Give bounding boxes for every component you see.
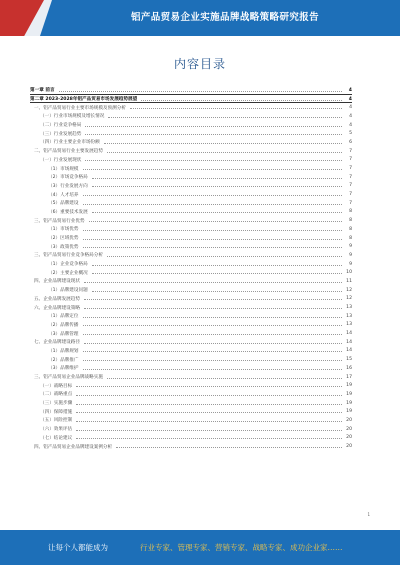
toc-entry-page: 14 bbox=[346, 331, 352, 337]
toc-entry-page: 19 bbox=[346, 400, 352, 406]
toc-entry-page: 7 bbox=[349, 174, 352, 180]
toc-entry[interactable] bbox=[30, 407, 352, 416]
toc-entry[interactable] bbox=[30, 312, 352, 321]
toc-entry-page: 12 bbox=[346, 296, 352, 302]
toc-dot-leader bbox=[59, 89, 342, 92]
toc-entry-label: （2）市场竞争格局 bbox=[48, 175, 88, 181]
toc-dot-leader bbox=[83, 228, 343, 231]
toc-dot-leader bbox=[83, 245, 343, 248]
toc-entry[interactable] bbox=[30, 216, 352, 225]
toc-entry-label: （3）品牌维护 bbox=[48, 366, 79, 372]
toc-entry-page: 20 bbox=[346, 444, 352, 450]
toc-entry-page: 20 bbox=[346, 417, 352, 423]
toc-entry-label: （1）品牌定位 bbox=[48, 314, 79, 320]
toc-entry-page: 7 bbox=[349, 157, 352, 163]
toc-dot-leader bbox=[83, 323, 343, 326]
toc-entry[interactable] bbox=[30, 295, 352, 304]
toc-dot-leader bbox=[76, 393, 342, 396]
toc-entry-label: 三、铝产品贸易行业优势 bbox=[34, 218, 85, 224]
toc-entry-page: 13 bbox=[346, 305, 352, 311]
toc-entry-label: （4）人才培养 bbox=[48, 192, 79, 198]
toc-dot-leader bbox=[83, 349, 343, 352]
toc-entry-label: （六）效果评估 bbox=[40, 427, 73, 433]
toc-entry-page: 19 bbox=[346, 383, 352, 389]
toc-entry-page: 4 bbox=[348, 87, 352, 93]
toc-entry-label: （二）战略重点 bbox=[40, 392, 73, 398]
toc-entry-label: （1）品牌规划 bbox=[48, 348, 79, 354]
toc-dot-leader bbox=[76, 436, 342, 439]
toc-entry[interactable] bbox=[30, 103, 352, 112]
toc-entry-page: 8 bbox=[349, 226, 352, 232]
toc-entry-page: 9 bbox=[349, 244, 352, 250]
toc-entry-label: （1）市场规模 bbox=[48, 166, 79, 172]
toc-entry-page: 5 bbox=[349, 131, 352, 137]
toc-entry-page: 9 bbox=[349, 261, 352, 267]
toc-entry-page: 12 bbox=[346, 287, 352, 293]
toc-dot-leader bbox=[84, 306, 342, 309]
toc-entry[interactable] bbox=[30, 373, 352, 382]
toc-entry-page: 4 bbox=[348, 96, 352, 102]
toc-dot-leader bbox=[108, 115, 342, 118]
toc-entry[interactable] bbox=[30, 129, 352, 138]
toc-entry-label: （三）行业发展趋势 bbox=[40, 131, 82, 137]
toc-dot-leader bbox=[130, 106, 342, 109]
toc-entry[interactable] bbox=[30, 121, 352, 130]
table-of-contents bbox=[30, 86, 352, 451]
toc-entry-label: （2）品牌传播 bbox=[48, 322, 79, 328]
toc-entry-page: 7 bbox=[349, 166, 352, 172]
toc-dot-leader bbox=[92, 271, 342, 274]
toc-entry-label: 第二章 2023-2028年铝产品贸易市场发展趋势展望 bbox=[30, 97, 138, 103]
page-number: 1 bbox=[367, 512, 370, 517]
toc-entry[interactable] bbox=[30, 260, 352, 269]
toc-entry-page: 14 bbox=[346, 348, 352, 354]
toc-entry[interactable] bbox=[30, 208, 352, 217]
toc-entry[interactable] bbox=[30, 277, 352, 286]
toc-dot-leader bbox=[92, 289, 342, 292]
toc-heading: 内容目录 bbox=[173, 57, 226, 71]
toc-dot-leader bbox=[107, 150, 342, 153]
toc-dot-leader bbox=[83, 367, 343, 370]
toc-entry-page: 19 bbox=[346, 409, 352, 415]
report-title: 铝产品贸易企业实施品牌战略策略研究报告 bbox=[130, 12, 320, 23]
toc-dot-leader bbox=[83, 358, 343, 361]
toc-entry-page: 17 bbox=[346, 374, 352, 380]
toc-entry-label: （2）主要企业概况 bbox=[48, 270, 88, 276]
toc-entry-label: 三、铝产品贸易行业竞争格局分析 bbox=[34, 253, 103, 259]
toc-entry[interactable] bbox=[30, 199, 352, 208]
toc-dot-leader bbox=[107, 254, 342, 257]
toc-entry-page: 6 bbox=[349, 139, 352, 145]
toc-entry[interactable] bbox=[30, 442, 352, 451]
toc-entry-page: 20 bbox=[346, 435, 352, 441]
toc-entry[interactable] bbox=[30, 347, 352, 356]
toc-entry-page: 16 bbox=[346, 365, 352, 371]
toc-entry-label: 第一章 前言 bbox=[30, 88, 55, 94]
toc-entry-label: （一）战略目标 bbox=[40, 383, 73, 389]
toc-entry[interactable] bbox=[30, 234, 352, 243]
header-bar bbox=[0, 0, 400, 36]
toc-dot-leader bbox=[92, 184, 342, 187]
toc-entry[interactable] bbox=[30, 338, 352, 347]
toc-entry-page: 13 bbox=[346, 313, 352, 319]
toc-entry-label: （3）政策优势 bbox=[48, 244, 79, 250]
toc-entry-label: 七、企业品牌建设路径 bbox=[34, 340, 80, 346]
toc-dot-leader bbox=[116, 445, 342, 448]
toc-entry-label: （1）市场优势 bbox=[48, 227, 79, 233]
toc-entry-page: 8 bbox=[349, 218, 352, 224]
toc-entry[interactable] bbox=[30, 268, 352, 277]
toc-entry[interactable] bbox=[30, 156, 352, 165]
toc-dot-leader bbox=[76, 419, 342, 422]
toc-entry-page: 14 bbox=[346, 339, 352, 345]
toc-entry-label: （二）行业竞争格局 bbox=[40, 123, 82, 129]
toc-entry[interactable] bbox=[30, 390, 352, 399]
toc-entry[interactable] bbox=[30, 321, 352, 330]
toc-entry-label: （3）品牌管理 bbox=[48, 331, 79, 337]
toc-entry-label: （三）实施步骤 bbox=[40, 401, 73, 407]
toc-entry-label: （1）企业竞争格局 bbox=[48, 262, 88, 268]
toc-dot-leader bbox=[92, 263, 342, 266]
toc-dot-leader bbox=[84, 280, 342, 283]
toc-entry-page: 11 bbox=[346, 278, 352, 284]
toc-entry-label: （2）区域优势 bbox=[48, 236, 79, 242]
toc-dot-leader bbox=[83, 237, 343, 240]
toc-dot-leader bbox=[83, 202, 343, 205]
toc-entry[interactable] bbox=[30, 425, 352, 434]
toc-entry[interactable] bbox=[30, 173, 352, 182]
toc-dot-leader bbox=[85, 158, 342, 161]
toc-entry[interactable] bbox=[30, 251, 352, 260]
toc-entry-page: 9 bbox=[349, 252, 352, 258]
toc-entry[interactable] bbox=[30, 147, 352, 156]
toc-entry[interactable] bbox=[30, 138, 352, 147]
toc-entry[interactable] bbox=[30, 95, 352, 104]
toc-entry[interactable] bbox=[30, 164, 352, 173]
toc-entry[interactable] bbox=[30, 86, 352, 95]
toc-dot-leader bbox=[84, 297, 342, 300]
toc-entry-label: （6）重要技术发展 bbox=[48, 209, 88, 215]
toc-entry-page: 7 bbox=[349, 192, 352, 198]
toc-entry-page: 7 bbox=[349, 200, 352, 206]
toc-dot-leader bbox=[92, 210, 342, 213]
toc-dot-leader bbox=[85, 132, 342, 135]
toc-entry-label: 五、企业品牌发展趋势 bbox=[34, 296, 80, 302]
toc-entry-page: 4 bbox=[349, 122, 352, 128]
toc-dot-leader bbox=[89, 219, 342, 222]
toc-entry[interactable] bbox=[30, 182, 352, 191]
toc-entry[interactable] bbox=[30, 381, 352, 390]
toc-entry[interactable] bbox=[30, 190, 352, 199]
toc-entry-label: （五）风险控制 bbox=[40, 418, 73, 424]
toc-dot-leader bbox=[83, 315, 343, 318]
toc-entry-page: 19 bbox=[346, 391, 352, 397]
toc-dot-leader bbox=[83, 193, 343, 196]
toc-entry[interactable] bbox=[30, 364, 352, 373]
toc-entry[interactable] bbox=[30, 225, 352, 234]
toc-entry-page: 20 bbox=[346, 426, 352, 432]
toc-entry-page: 10 bbox=[346, 270, 352, 276]
toc-entry[interactable] bbox=[30, 399, 352, 408]
toc-dot-leader bbox=[76, 410, 342, 413]
toc-entry-label: （七）结论建议 bbox=[40, 435, 73, 441]
toc-entry-label: （1）品牌建设问题 bbox=[48, 288, 88, 294]
toc-entry-label: （四）行业主要企业市场份额 bbox=[40, 140, 100, 146]
footer-slogan-left: 让每个人都能成为 bbox=[48, 543, 108, 552]
toc-entry-page: 8 bbox=[349, 209, 352, 215]
toc-dot-leader bbox=[84, 341, 342, 344]
toc-entry-page: 7 bbox=[349, 183, 352, 189]
toc-entry-label: 三、铝产品贸易企业品牌战略实施 bbox=[34, 375, 103, 381]
toc-entry-label: 一、铝产品贸易行业主要市场规模及预测分析 bbox=[34, 105, 126, 111]
toc-entry-label: （一）行业发展现状 bbox=[40, 157, 82, 163]
toc-entry-label: （5）品牌建设 bbox=[48, 201, 79, 207]
toc-entry-label: 六、企业品牌建设策略 bbox=[34, 305, 80, 311]
toc-entry-page: 4 bbox=[349, 105, 352, 111]
toc-dot-leader bbox=[76, 402, 342, 405]
toc-entry-label: （2）品牌推广 bbox=[48, 357, 79, 363]
toc-dot-leader bbox=[104, 141, 342, 144]
toc-entry[interactable] bbox=[30, 286, 352, 295]
toc-entry[interactable] bbox=[30, 329, 352, 338]
toc-dot-leader bbox=[76, 428, 342, 431]
toc-entry-page: 13 bbox=[346, 322, 352, 328]
footer-bar bbox=[0, 530, 400, 565]
toc-entry[interactable] bbox=[30, 112, 352, 121]
toc-entry-page: 4 bbox=[349, 113, 352, 119]
toc-dot-leader bbox=[107, 376, 342, 379]
toc-entry-label: 四、铝产品贸易企业品牌建设案例分析 bbox=[34, 444, 113, 450]
toc-dot-leader bbox=[92, 176, 342, 179]
toc-entry[interactable] bbox=[30, 242, 352, 251]
toc-dot-leader bbox=[83, 167, 343, 170]
toc-entry[interactable] bbox=[30, 355, 352, 364]
toc-entry-label: （四）保障措施 bbox=[40, 409, 73, 415]
toc-dot-leader bbox=[141, 98, 342, 101]
toc-entry-label: （3）行业发展方向 bbox=[48, 183, 88, 189]
toc-dot-leader bbox=[85, 124, 342, 127]
toc-entry-page: 7 bbox=[349, 148, 352, 154]
toc-entry[interactable] bbox=[30, 303, 352, 312]
toc-entry-label: 四、企业品牌建设现状 bbox=[34, 279, 80, 285]
toc-entry[interactable] bbox=[30, 434, 352, 443]
header-red-accent bbox=[0, 0, 44, 36]
toc-dot-leader bbox=[83, 332, 343, 335]
toc-entry-label: （一）行业市场规模及增长情况 bbox=[40, 114, 105, 120]
toc-entry-page: 8 bbox=[349, 235, 352, 241]
toc-dot-leader bbox=[76, 384, 342, 387]
toc-entry[interactable] bbox=[30, 416, 352, 425]
toc-entry-label: 二、铝产品贸易行业主要发展趋势 bbox=[34, 149, 103, 155]
footer-slogan-right: 行业专家、管理专家、营销专家、战略专家、成功企业家…… bbox=[140, 543, 343, 552]
toc-entry-page: 15 bbox=[346, 357, 352, 363]
